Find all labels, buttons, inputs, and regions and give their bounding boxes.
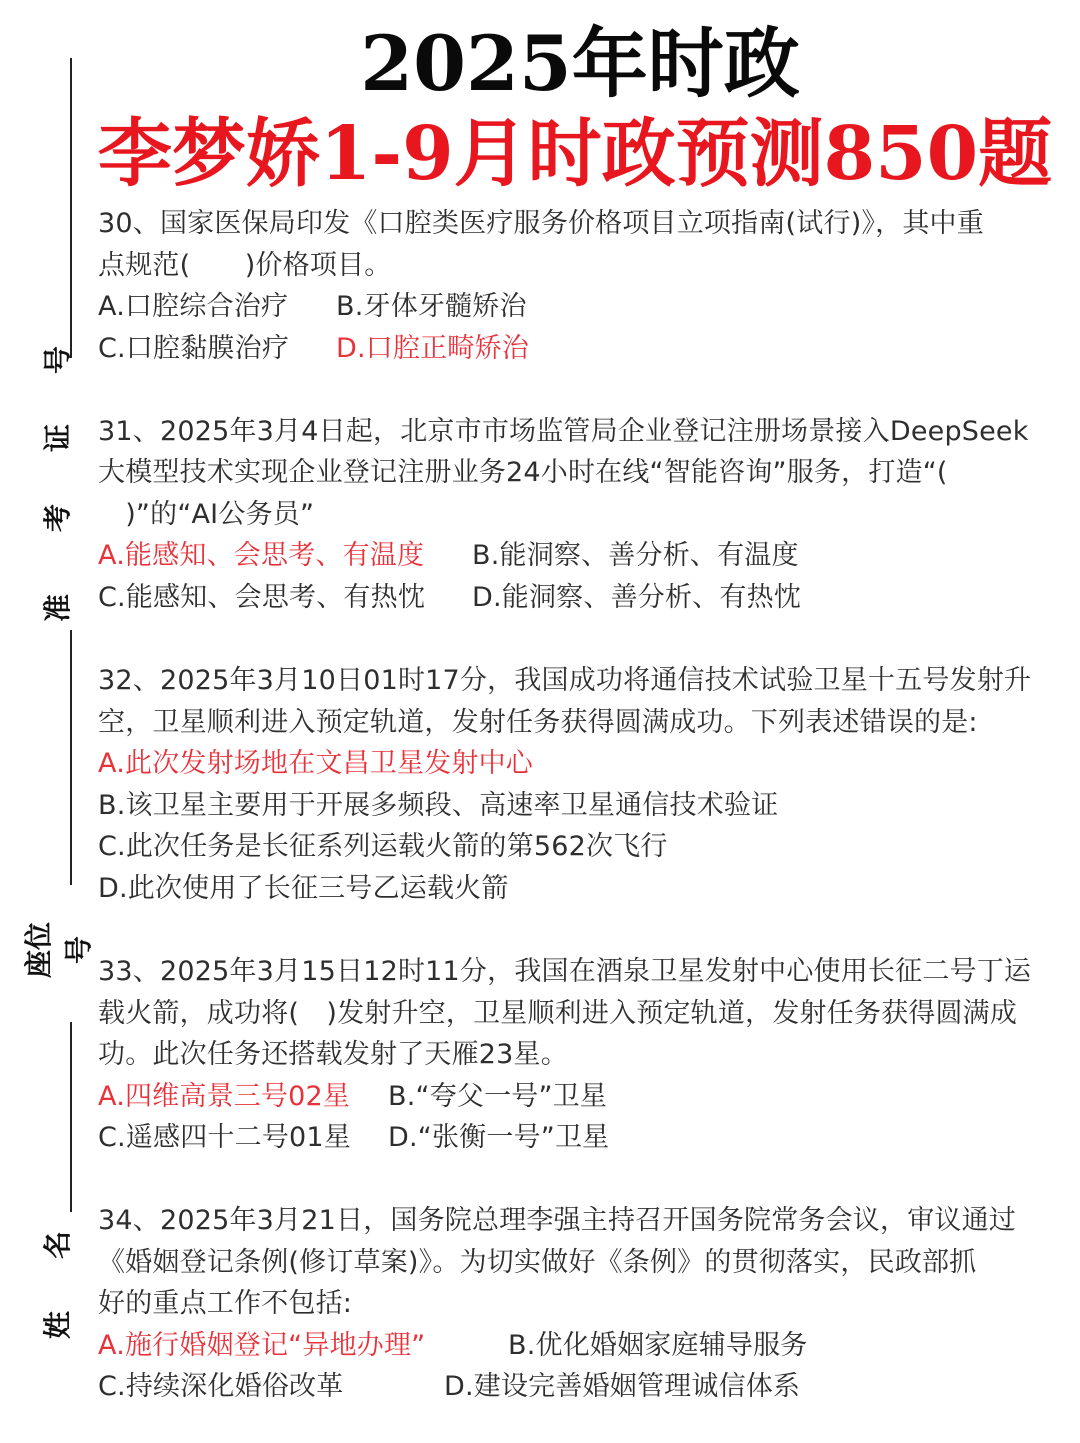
q32-option-d: D.此次使用了长征三号乙运载火箭 (98, 873, 509, 904)
margin-label-kao: 考 (41, 504, 74, 533)
q32-option-c: C.此次任务是长征系列运载火箭的第562次飞行 (98, 831, 668, 862)
margin-label-xing: 姓 (41, 1311, 74, 1340)
margin-line-top (70, 58, 72, 358)
q34-option-a: A.施行婚姻登记“异地办理” (98, 1330, 426, 1361)
q31-option-a: A.能感知、会思考、有温度 (98, 540, 425, 571)
q32-stem-2: 空，卫星顺利进入预定轨道，发射任务获得圆满成功。下列表述错误的是: (98, 707, 978, 738)
q31-stem-1: 31、2025年3月4日起，北京市市场监管局企业登记注册场景接入DeepSeek (98, 416, 1029, 447)
q33-stem-1: 33、2025年3月15日12时11分，我国在酒泉卫星发射中心使用长征二号丁运 (98, 956, 1032, 987)
q30-stem-2: 点规范( )价格项目。 (98, 250, 392, 281)
margin-label-zheng: 证 (41, 424, 74, 453)
q34-option-b: B.优化婚姻家庭辅导服务 (508, 1330, 808, 1361)
q30-option-c: C.口腔黏膜治疗 (98, 333, 290, 364)
q31-option-d: D.能洞察、善分析、有热忱 (472, 582, 801, 613)
q33-option-b: B.“夸父一号”卫星 (388, 1081, 608, 1112)
q33-option-c: C.遥感四十二号01星 (98, 1122, 351, 1153)
q33-stem-3: 功。此次任务还搭载发射了天雁23星。 (98, 1039, 568, 1070)
q32-option-b: B.该卫星主要用于开展多频段、高速率卫星通信技术验证 (98, 790, 779, 821)
q31-stem-3: )”的“AI公务员” (98, 499, 315, 530)
q31-option-c: C.能感知、会思考、有热忱 (98, 582, 426, 613)
q32-option-a: A.此次发射场地在文昌卫星发射中心 (98, 748, 533, 779)
margin-line-mid (70, 630, 72, 885)
q33-stem-2: 载火箭，成功将( )发射升空，卫星顺利进入预定轨道，发射任务获得圆满成 (98, 998, 1018, 1029)
q33-option-a: A.四维高景三号02星 (98, 1081, 351, 1112)
q31-option-b: B.能洞察、善分析、有温度 (472, 540, 799, 571)
q34-option-d: D.建设完善婚姻管理诚信体系 (444, 1371, 801, 1402)
q34-stem-1: 34、2025年3月21日，国务院总理李强主持召开国务院常务会议，审议通过 (98, 1205, 1017, 1236)
q30-option-a: A.口腔综合治疗 (98, 291, 289, 322)
page-subtitle: 李梦娇1-9月时政预测850题 (97, 111, 1053, 197)
q30-option-b: B.牙体牙髓矫治 (336, 291, 527, 322)
margin-label-seat: 座位号 (22, 922, 95, 979)
margin-label-zhun: 准 (41, 594, 74, 623)
q32-stem-1: 32、2025年3月10日01时17分，我国成功将通信技术试验卫星十五号发射升 (98, 665, 1032, 696)
margin-label-ming: 名 (41, 1231, 74, 1260)
margin-line-lower (70, 1022, 72, 1212)
q34-stem-3: 好的重点工作不包括: (98, 1288, 353, 1319)
q34-option-c: C.持续深化婚俗改革 (98, 1371, 344, 1402)
q31-stem-2: 大模型技术实现企业登记注册业务24小时在线“智能咨询”服务，打造“( (98, 457, 948, 488)
q30-stem-1: 30、国家医保局印发《口腔类医疗服务价格项目立项指南(试行)》，其中重 (98, 208, 984, 239)
q30-option-d: D.口腔正畸矫治 (336, 333, 529, 364)
margin-label-hao: 号 (41, 346, 74, 375)
q33-option-d: D.“张衡一号”卫星 (388, 1122, 610, 1153)
q34-stem-2: 《婚姻登记条例(修订草案)》。为切实做好《条例》的贯彻落实，民政部抓 (98, 1247, 977, 1278)
page-title: 2025年时政 (360, 19, 800, 108)
